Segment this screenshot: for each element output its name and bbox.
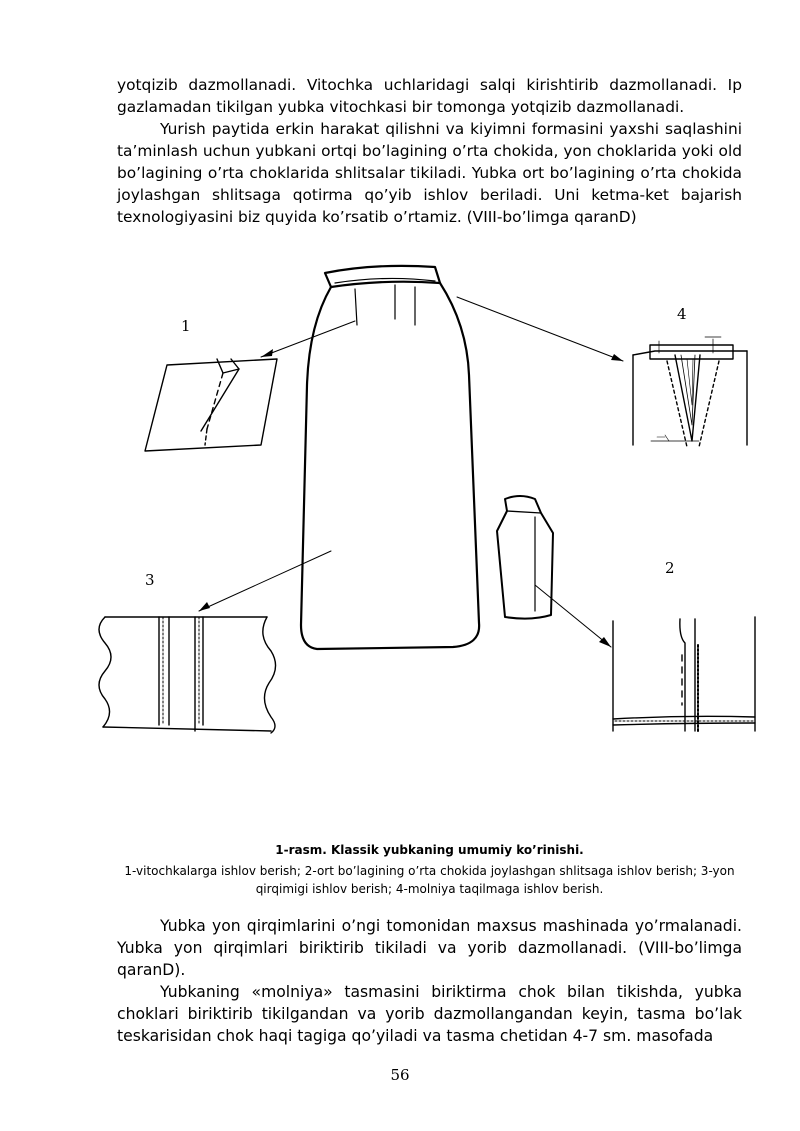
back-slit-detail-drawing [613, 617, 755, 731]
skirt-main-drawing [301, 266, 479, 649]
side-piece-drawing [497, 496, 553, 619]
leader-lines [199, 297, 623, 647]
paragraph-side-seams: Yubka yon qirqimlarini o’ngi tomonidan maxsus mashinada yo’rmalanadi. Yubka yon qirqimlari biriktirib tikiladi va yorib dazmollanadi. (VIII-bo’limga qaranD). [117, 917, 742, 979]
side-seam-detail-drawing [99, 617, 276, 733]
figure-label-3: 3 [145, 571, 155, 589]
figure-label-1: 1 [181, 317, 191, 335]
skirt-diagram [95, 255, 775, 775]
paragraph-intro: yotqizib dazmollanadi. Vitochka uchlaridagi salqi kirishtirib dazmollanadi. Ip gazlamadan tikilgan yubka vitochkasi bir tomonga yotqizib dazmollanadi. [117, 76, 742, 116]
figure-caption-body: 1-vitochkalarga ishlov berish; 2-ort bo’lagining o’rta chokida joylashgan shlitsaga ishlov berish; 3-yon qirqimigi ishlov berish; 4-molniya taqilmaga ishlov berish. [124, 864, 735, 896]
arrow-heads [199, 349, 623, 647]
paragraph-zipper: Yubkaning «molniya» tasmasini biriktirma chok bilan tikishda, yubka choklari biriktirib tikilgandan va yorib dazmollangandan keyin, tasma bo’lak teskarisidan chok haqi tagiga qo’yiladi va tasma chetidan 4-7 sm. masofada [117, 983, 742, 1045]
figure-caption-title: 1-rasm. Klassik yubkaning umumiy ko’rinishi. [275, 843, 584, 857]
figure-label-4: 4 [677, 305, 687, 323]
zipper-detail-drawing [633, 337, 747, 447]
page-number: 56 [390, 1066, 410, 1084]
figure-label-2: 2 [665, 559, 675, 577]
skirt-figure [95, 255, 775, 775]
dart-detail-drawing [145, 359, 277, 451]
paragraph-slit: Yurish paytida erkin harakat qilishni va kiyimni formasini yaxshi saqlashini ta’minlash uchun yubkani ortqi bo’lagining o’rta chokida, yon choklarida yoki old bo’lagining o’rta choklarida shlitsalar tikiladi. Yubka ort bo’lagining o’rta chokida joylashgan shlitsaga qotirma qo’yib ishlov beriladi. Uni ketma-ket bajarish texnologiyasini biz quyida ko’rsatib o’rtamiz. (VIII-bo’limga qaranD) [117, 120, 742, 226]
